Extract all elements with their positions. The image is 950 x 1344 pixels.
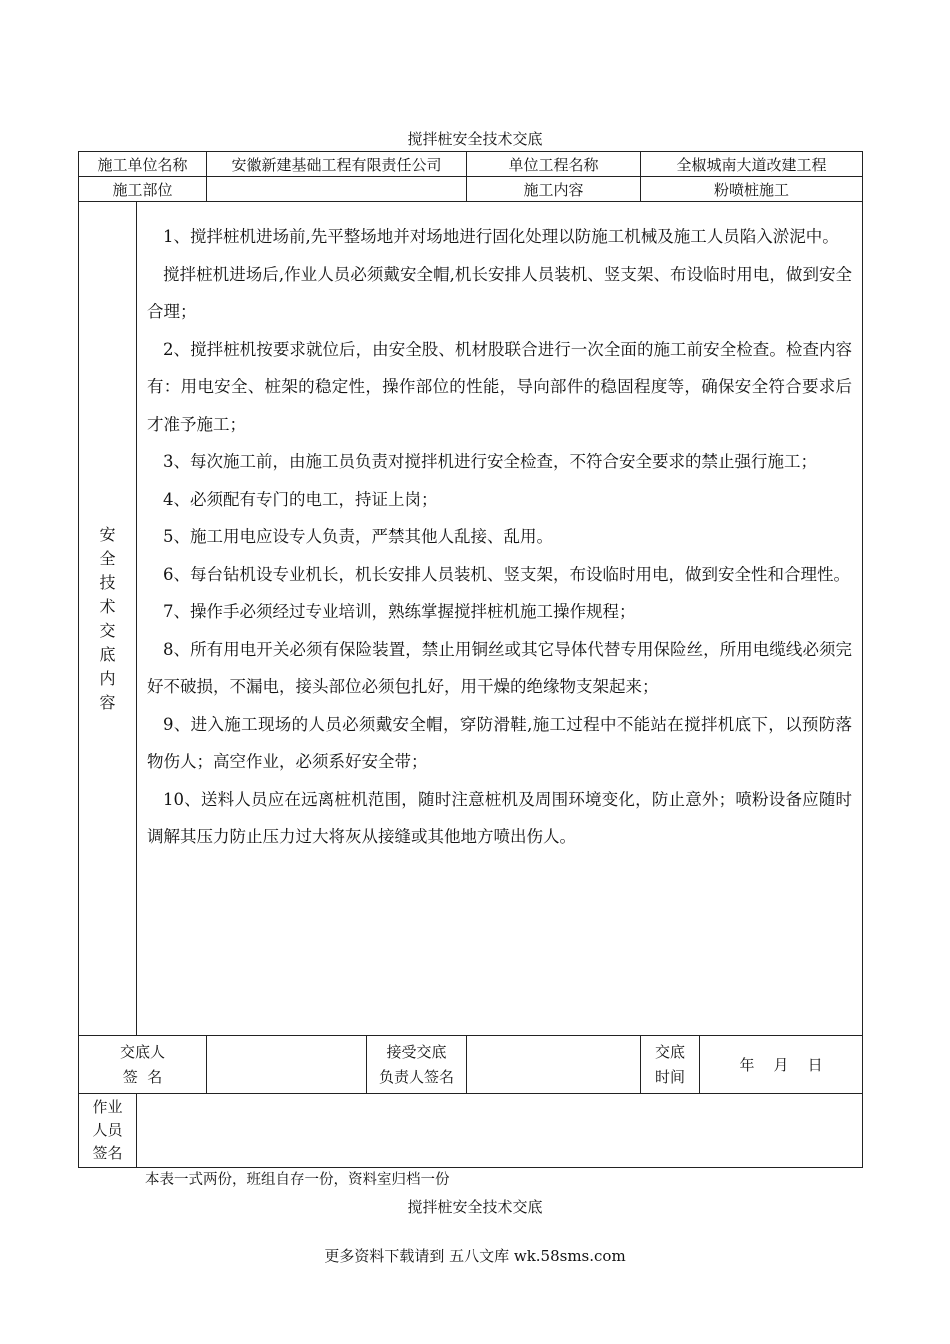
document-title-repeat: 搅拌桩安全技术交底 [407,1198,543,1216]
section-label-safety-content: 安 全 技 术 交 底 内 容 [79,202,137,1036]
paragraph: 6、每台钻机设专业机长，机长安排人员装机、竖支架，布设临时用电，做到安全性和合理性。 [163,564,850,584]
giver-signature-label: 交底人 签 名 [79,1036,207,1094]
paragraph: 9、进入施工现场的人员必须戴安全帽，穿防滑鞋,施工过程中不能站在搅拌机底下，以预防落物伤人；高空作业，必须系好安全带； [147,714,853,771]
paragraph: 1、搅拌桩机进场前,先平整场地并对场地进行固化处理以防施工机械及施工人员陷入淤泥中。 [163,227,839,246]
construction-content-label: 施工内容 [467,177,641,202]
project-name-label: 单位工程名称 [467,152,641,177]
receiver-signature-field[interactable] [467,1036,641,1094]
construction-part-label: 施工部位 [79,177,207,202]
paragraph: 8、所有用电开关必须有保险装置，禁止用铜丝或其它导体代替专用保险丝，所用电缆线必须完好不破损，不漏电，接头部位必须包扎好，用干燥的绝缘物支架起来； [147,639,853,696]
unit-name-value: 安徽新建基础工程有限责任公司 [207,152,467,177]
disclosure-time-label: 交底 时间 [641,1036,700,1093]
worker-signature-field[interactable] [137,1094,863,1168]
construction-part-value [207,177,467,202]
project-name-value: 全椒城南大道改建工程 [641,152,863,177]
paragraph: 2、搅拌桩机按要求就位后，由安全股、机材股联合进行一次全面的施工前安全检查。检查内容有：用电安全、桩架的稳定性，操作部位的性能，导向部件的稳固程度等，确保安全符合要求后才准予施工； [147,339,853,434]
document-title: 搅拌桩安全技术交底 [407,130,543,148]
construction-content-value: 粉喷桩施工 [641,177,863,202]
paragraph: 7、操作手必须经过专业培训，熟练掌握搅拌桩机施工操作规程； [163,602,636,621]
paragraph: 3、每次施工前，由施工员负责对搅拌机进行安全检查，不符合安全要求的禁止强行施工； [163,452,817,471]
unit-name-label: 施工单位名称 [79,152,207,177]
safety-disclosure-form [78,151,863,1168]
safety-content-cell [137,202,863,1036]
footer-download-link[interactable]: 更多资料下载请到 五八文库 wk.58sms.com [324,1247,626,1265]
copies-note: 本表一式两份，班组自存一份，资料室归档一份 [145,1172,450,1188]
receiver-signature-label: 接受交底 负责人签名 [367,1036,467,1094]
paragraph: 4、必须配有专门的电工，持证上岗； [163,489,438,509]
paragraph: 5、施工用电应设专人负责，严禁其他人乱接、乱用。 [163,527,553,546]
worker-signature-label: 作业 人员 签名 [79,1094,137,1168]
paragraph: 搅拌桩机进场后,作业人员必须戴安全帽,机长安排人员装机、竖支架、布设临时用电，做到安全合理； [147,264,853,321]
disclosure-date-field[interactable]: 年 月 日 [739,1056,823,1074]
safety-content-text [137,202,862,856]
paragraph: 10、送料人员应在远离桩机范围，随时注意桩机及周围环境变化，防止意外；喷粉设备应随时调解其压力防止压力过大将灰从接缝或其他地方喷出伤人。 [147,789,853,846]
disclosure-time-group [641,1036,863,1094]
giver-signature-field[interactable] [207,1036,367,1094]
